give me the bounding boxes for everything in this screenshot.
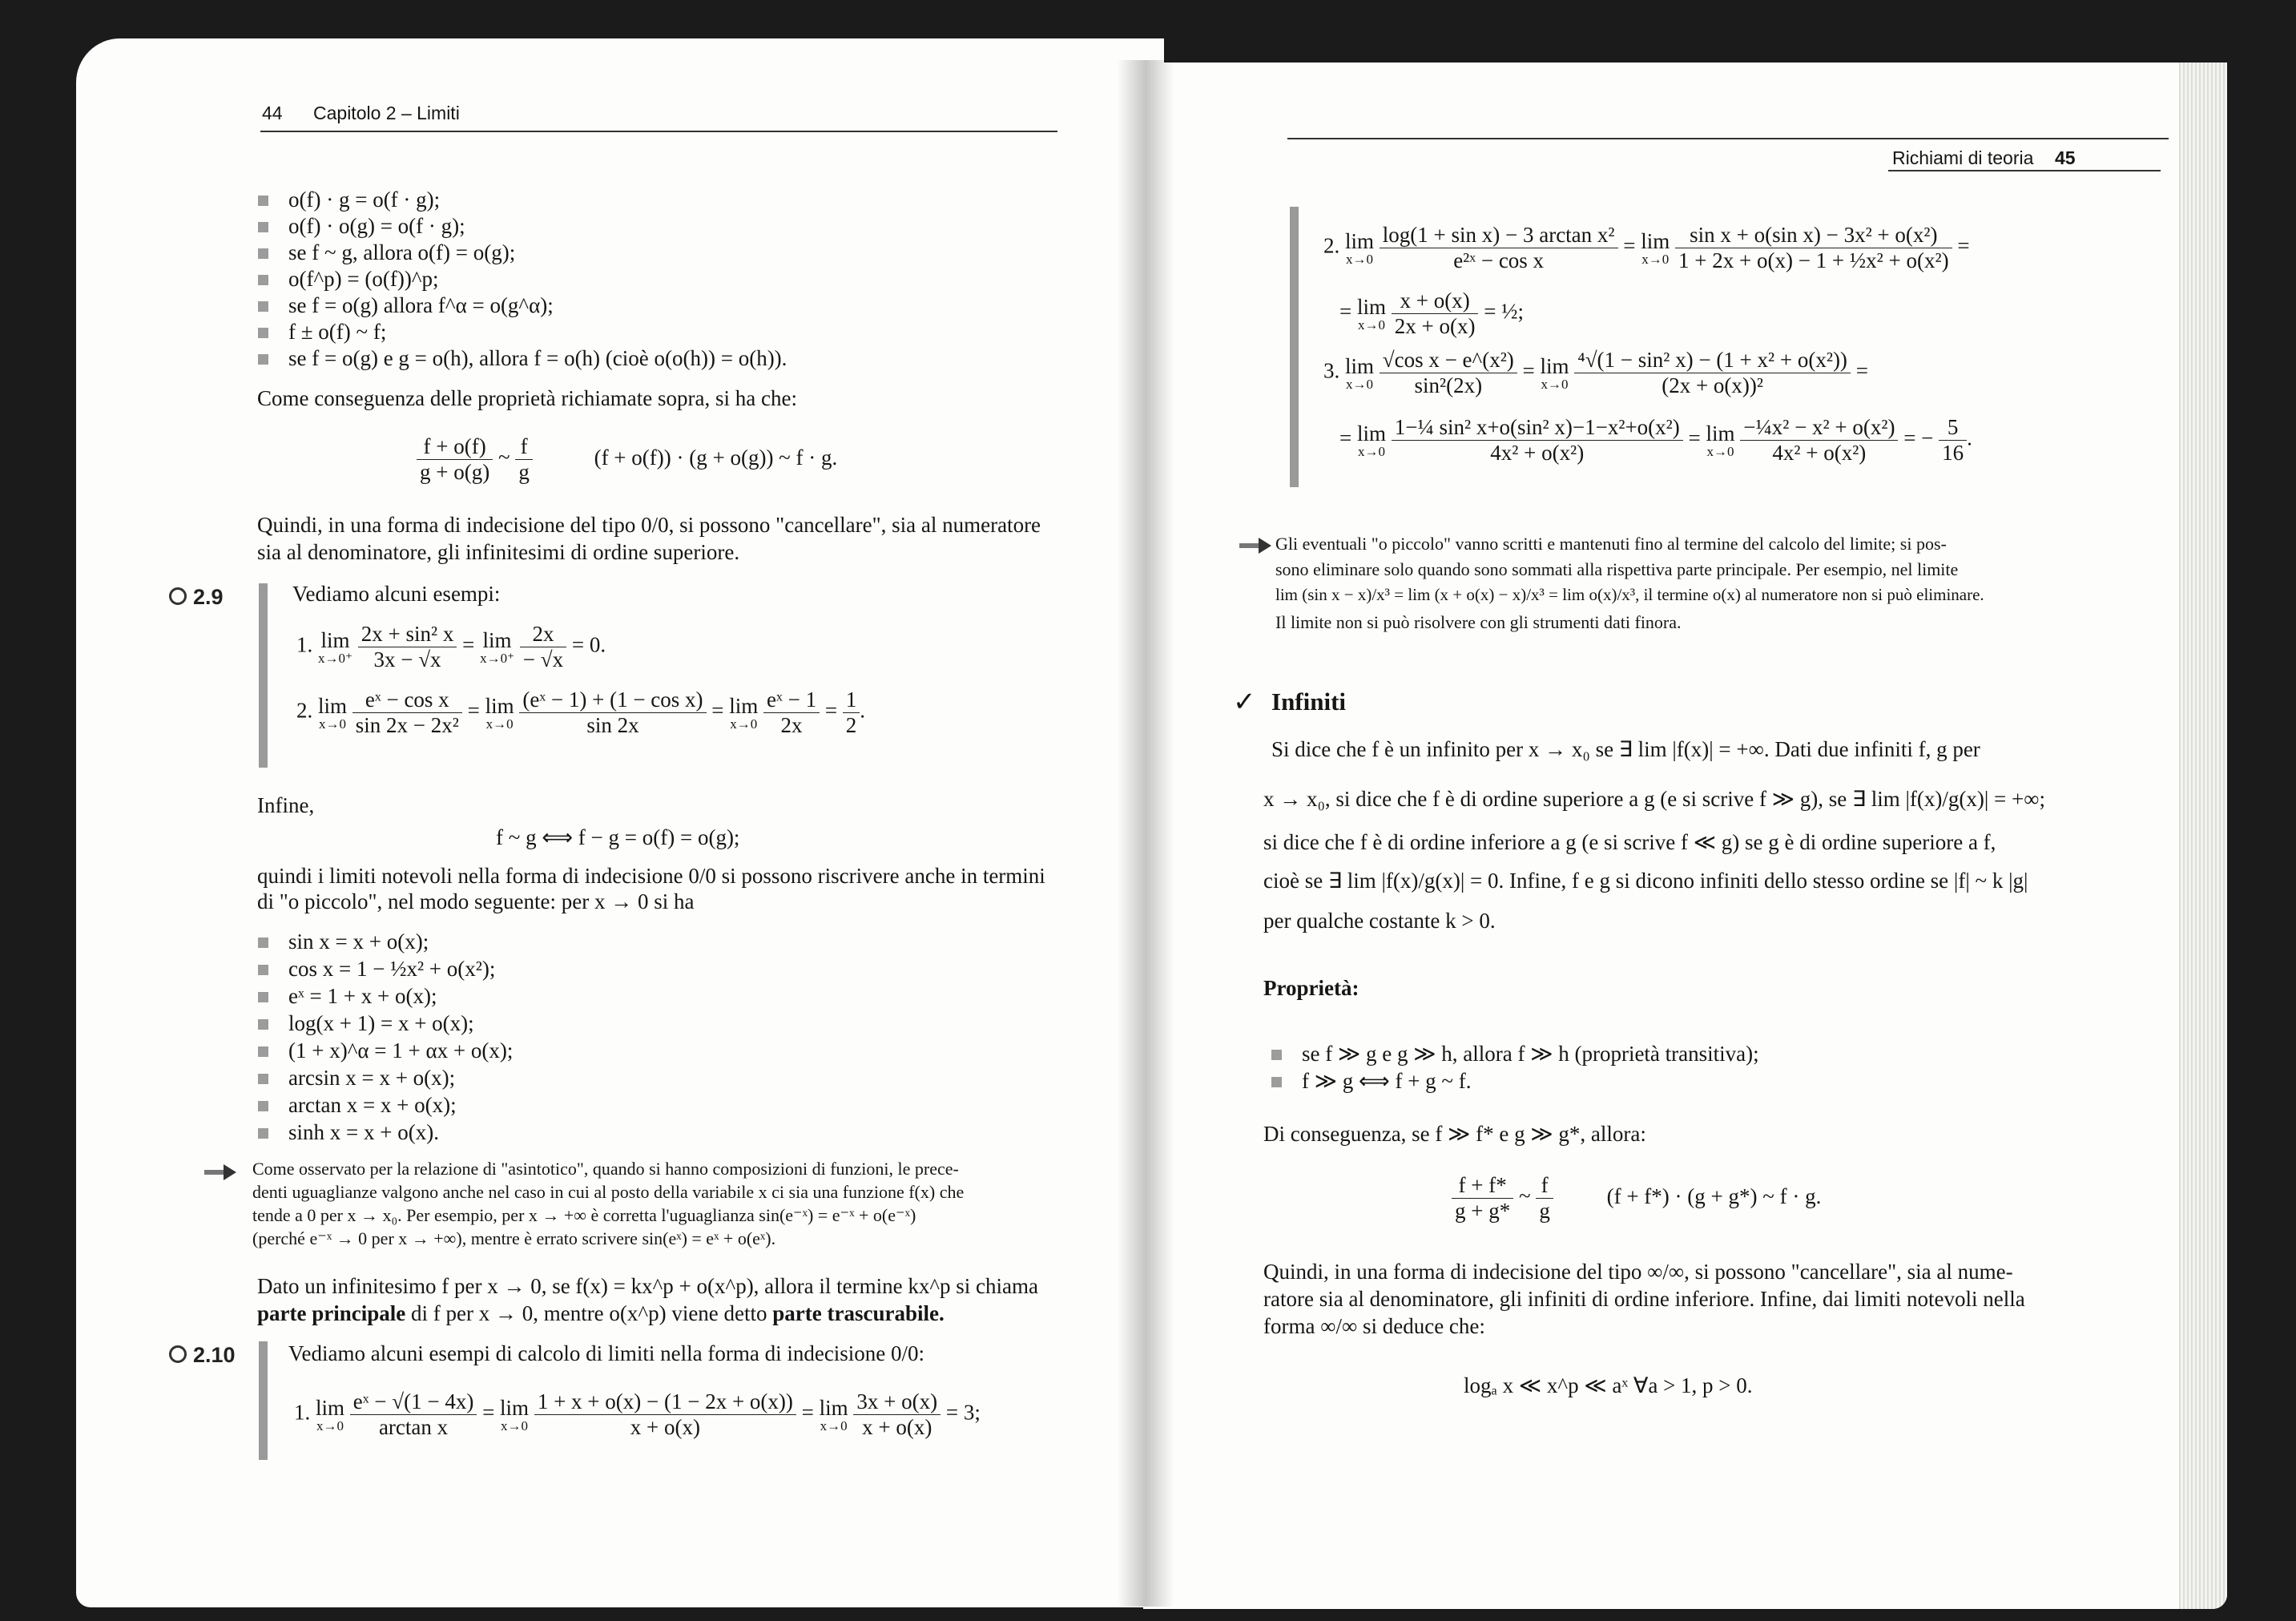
paragraph: ratore sia al denominatore, gli infiniti di ordine inferiore. Infine, dai limiti notevoli nella [1263,1287,2025,1311]
prop-item: se f ≫ g e g ≫ h, allora f ≫ h (proprietà transitiva); [1271,1042,1759,1067]
magnifier-icon [169,587,187,605]
right-page [1143,63,2227,1609]
section-header: Richiami di teoria [1892,147,2034,168]
paragraph: Quindi, in una forma di indecisione del tipo 0/0, si possono "cancellare", sia al numeratore [257,513,1041,537]
limit-item: cos x = 1 − ½x² + o(x²); [258,957,495,982]
prop-item: o(f^p) = (o(f))^p; [258,267,439,292]
limit-item: sin x = x + o(x); [258,929,429,954]
paragraph: cioè se ∃ lim |f(x)/g(x)| = 0. Infine, f e g si dicono infiniti dello stesso ordine se |f| ~ k |g| [1263,869,2028,893]
paragraph: quindi i limiti notevoli nella forma di indecisione 0/0 si possono riscrivere anche in termini [257,864,1045,888]
prop-item: f ≫ g ⟺ f + g ~ f. [1271,1069,1472,1094]
limit-equation: 1. lim x→0⁺ $\frac{\text{2x + sin² x}}{3x - √x}$ = lim x→0⁺ $\frac{2x}{- √x}$ = 0. [296,622,606,671]
limit-equation: = lim x→0 $\frac{x + o(x)}{2x + o(x)}$ = ½; [1339,288,1524,338]
limit-equation: = lim x→0 $\frac{\text{1−¼ sin² x+o(sin² x)−1−x²+o(x²)}}{\text{4x² + o(x²)}}$ = lim x→0 $\frac{\text{−¼x² − x² + o(x²)}}{\text{4x² + o(x²)}}$ = − $\frac{5}{16}$ . [1339,415,1972,465]
paragraph: per qualche costante k > 0. [1263,909,1496,933]
page-stack-edge [2179,63,2227,1609]
prop-item: se f ~ g, allora o(f) = o(g); [258,240,515,265]
prop-item: o(f) · g = o(f · g); [258,188,440,212]
header-rule [1287,138,2169,139]
page-number-right: 45 [2055,147,2076,168]
paragraph: sia al denominatore, gli infinitesimi di ordine superiore. [257,540,740,564]
limit-item: arcsin x = x + o(x); [258,1066,455,1091]
limit-equation: 2. lim x→0 $\frac{\text{log(1 + sin x) − 3 arctan x²}}{\text{e²ˣ − cos x}}$ = lim x→0 $\frac{\text{sin x + o(sin x) − 3x² + o(x²)}}{\text{1 + 2x + o(x) − 1 + ½x² + o(x²)}}$ = [1323,223,1970,272]
subheading: Proprietà: [1263,976,1359,1000]
paragraph: x → x₀, si dice che f è di ordine superiore a g (e si scrive f ≫ g), se ∃ lim |f(x)/g(x)| = +∞; [1263,787,2045,811]
book-gutter [1118,60,1174,1607]
equation: f ~ g ⟺ f − g = o(f) = o(g); [496,825,740,849]
limit-item: (1 + x)^α = 1 + αx + o(x); [258,1038,513,1063]
paragraph: di "o piccolo", nel modo seguente: per x → 0 si ha [257,889,695,913]
example-bar [1290,207,1299,487]
note-line: Come osservato per la relazione di "asintotico", quando si hanno composizioni di funzioni, le prece- [252,1159,959,1179]
checkmark-icon: ✓ [1233,688,1256,717]
note-line: Il limite non si può risolvere con gli strumenti dati finora. [1275,612,1682,632]
paragraph: Quindi, in una forma di indecisione del tipo ∞/∞, si possono "cancellare", sia al nume- [1263,1260,2013,1284]
limit-item: sinh x = x + o(x). [258,1120,439,1145]
note-line: sono eliminare solo quando sono sommati alla rispettiva parte principale. Per esempio, nel limite [1275,559,1959,579]
paragraph: Come conseguenza delle proprietà richiamate sopra, si ha che: [257,386,797,410]
example-bar [259,1341,268,1460]
prop-item: o(f) · o(g) = o(f · g); [258,214,465,239]
note-line: Gli eventuali "o piccolo" vanno scritti e mantenuti fino al termine del calcolo del limite; si pos- [1275,534,1947,554]
chapter-title: Capitolo 2 – Limiti [313,103,460,123]
arrow-icon [204,1167,236,1178]
page-number-left: 44 [262,103,283,123]
paragraph: forma ∞/∞ si deduce che: [1263,1314,1485,1338]
paragraph: si dice che f è di ordine inferiore a g (e si scrive f ≪ g) se g è di ordine superiore a f, [1263,830,1996,854]
note-line: (perché e⁻ˣ → 0 per x → +∞), mentre è errato scrivere sin(eˣ) = eˣ + o(eˣ). [252,1228,776,1248]
note-line: tende a 0 per x → x₀. Per esempio, per x → +∞ è corretta l'uguaglianza sin(e⁻ˣ) = e⁻ˣ + o(e⁻ˣ) [252,1205,916,1225]
note-line: denti uguaglianze valgono anche nel caso in cui al posto della variabile x ci sia una funzione f(x) che [252,1182,965,1202]
limit-equation: 1. lim x→0 $\frac{\text{eˣ − √(1 − 4x)}}{\text{arctan x}}$ = lim x→0 $\frac{1 + x + o(x) - (1 - 2x + o(x))}{x + o(x)}$ = lim x→0 $\frac{3x + o(x)}{x + o(x)}$ = 3; [294,1389,981,1439]
limit-item: arctan x = x + o(x); [258,1093,457,1118]
arrow-icon [1239,540,1271,551]
prop-item: f ± o(f) ~ f; [258,320,386,345]
header-underline [1888,170,2161,171]
paragraph: Di conseguenza, se f ≫ f* e g ≫ g*, allora: [1263,1122,1646,1146]
limit-item: eˣ = 1 + x + o(x); [258,984,437,1009]
example-intro: Vediamo alcuni esempi: [292,582,501,606]
paragraph: Infine, [257,793,315,817]
magnifier-icon [169,1345,187,1363]
example-bar [259,583,268,768]
paragraph: Dato un infinitesimo f per x → 0, se f(x) = kx^p + o(x^p), allora il termine kx^p si chiama [257,1274,1038,1298]
limit-item: log(x + 1) = x + o(x); [258,1011,474,1036]
example-intro: Vediamo alcuni esempi di calcolo di limiti nella forma di indecisione 0/0: [288,1341,925,1365]
example-label: 2.10 [169,1343,236,1368]
equation: $\frac{f + o(f)}{g + o(g)}$ ~ $\frac{f}{g}$ (f + o(f)) · (g + o(g)) ~ f · g. [417,434,837,485]
paragraph: Si dice che f è un infinito per x → x₀ se ∃ lim |f(x)| = +∞. Dati due infiniti f, g per [1271,737,1980,761]
example-label: 2.9 [169,585,224,610]
note-line: lim (sin x − x)/x³ = lim (x + o(x) − x)/x³ = lim o(x)/x³, il termine o(x) al numeratore non si può eliminare. [1275,585,1984,604]
prop-item: se f = o(g) e g = o(h), allora f = o(h) (cioè o(o(h)) = o(h)). [258,346,787,371]
limit-equation: 3. lim x→0 $\frac{\text{√cos x − e\textasciicircum{}(x²)}}{\text{sin²(2x)}}$ = lim x→0 $\frac{\text{⁴√(1 − sin² x) − (1 + x² + o(x²))}}{\text{(2x + o(x))²}}$ = [1323,348,1868,397]
prop-item: se f = o(g) allora f^α = o(g^α); [258,293,554,318]
paragraph: parte principale di f per x → 0, mentre o(x^p) viene detto parte trascurabile. [257,1301,945,1325]
equation: logₐ x ≪ x^p ≪ aˣ ∀a > 1, p > 0. [1464,1373,1753,1397]
left-page [76,38,1164,1607]
equation: $\frac{f + f*}{g + g*}$ ~ $\frac{f}{g}$ (f + f*) · (g + g*) ~ f · g. [1452,1173,1821,1224]
limit-equation: 2. lim x→0 $\frac{\text{eˣ − cos x}}{\text{sin 2x − 2x²}}$ = lim x→0 $\frac{\text{(eˣ − 1) + (1 − cos x)}}{\sin 2x}$ = lim x→0 $\frac{\text{eˣ − 1}}{2x}$ = $\frac{1}{2}$ . [296,688,866,737]
section-title: Infiniti [1271,688,1347,716]
header-rule [260,131,1057,132]
